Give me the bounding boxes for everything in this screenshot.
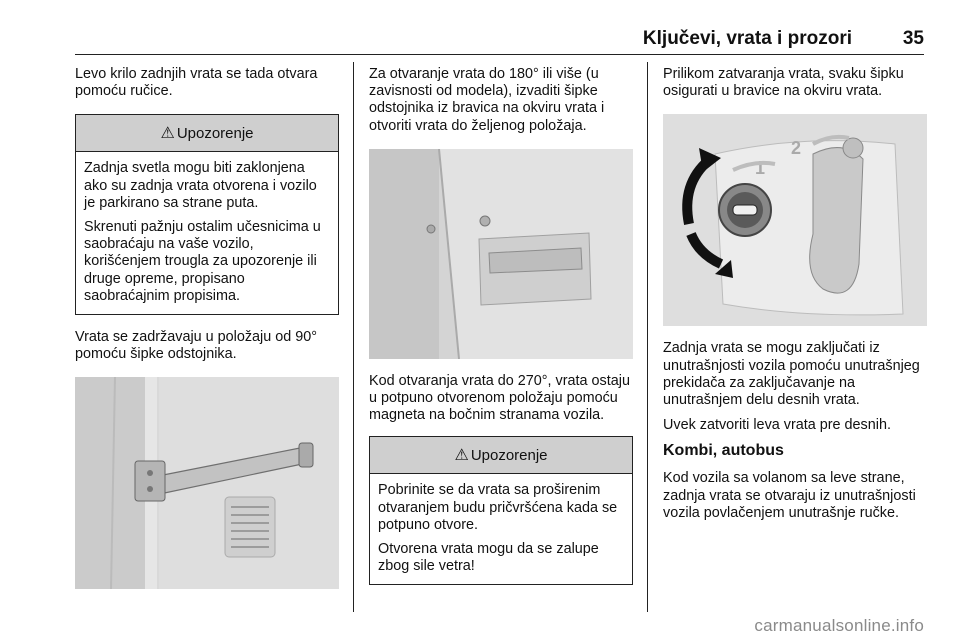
- header-title: Ključevi, vrata i prozori: [642, 28, 852, 49]
- warning-icon: ⚠: [160, 125, 175, 143]
- warning-box: [75, 114, 339, 315]
- warning-header: [76, 115, 338, 152]
- warning-paragraph: Zadnja svetla mogu biti zaklonjena ako su zadnja vrata otvorena i vozilo je parkirano sa strane puta.: [84, 160, 317, 211]
- paragraph: Vrata se zadržavaju u položaju od 90° pomoću šipke odstojnika.: [75, 329, 318, 363]
- warning-paragraph: Otvorena vrata mogu da se zalupe zbog sile vetra!: [378, 541, 599, 575]
- watermark: carmanualsonline.info: [754, 616, 924, 635]
- figure-label-1: 1: [755, 158, 766, 179]
- warning-body: [76, 152, 338, 314]
- door-lock-switch-illustration: [663, 114, 927, 326]
- paragraph: Zadnja vrata se mogu zaključati iz unutrašnjosti vozila pomoću unutrašnjeg prekidača za zaključavanje na unutrašnjem delu desnih vrata.: [663, 340, 920, 409]
- column-3: [663, 66, 927, 530]
- door-check-strap-illustration: [75, 377, 339, 589]
- section-heading: Kombi, autobus: [663, 442, 784, 460]
- paragraph: Kod otvaranja vrata do 270°, vrata ostaju u potpuno otvorenom položaju pomoću magneta na bočnim stranama vozila.: [369, 372, 630, 424]
- warning-header: [370, 437, 632, 474]
- warning-box: [369, 436, 633, 585]
- paragraph: Prilikom zatvaranja vrata, svaku šipku osigurati u bravice na okviru vrata.: [663, 66, 904, 100]
- warning-paragraph: Pobrinite se da vrata sa proširenim otvaranjem budu pričvršćena kada se potpuno otvore.: [378, 482, 618, 533]
- warning-paragraph: Skrenuti pažnju ostalim učesnicima u saobraćaju na vaše vozilo, korišćenjem trougla za upozorenje ili druge opreme, propisano saobraćajnim propisima.: [84, 219, 321, 304]
- header-rule: [75, 54, 924, 55]
- paragraph: Levo krilo zadnjih vrata se tada otvara pomoću ručice.: [75, 66, 318, 100]
- figure-label-2: 2: [791, 138, 802, 159]
- paragraph: Za otvaranje vrata do 180° ili više (u zavisnosti od modela), izvaditi šipke odstojnika iz bravica na okviru vrata i otvoriti vrata do željenog položaja.: [369, 66, 605, 134]
- warning-title: Upozorenje: [470, 446, 548, 464]
- paragraph: Uvek zatvoriti leva vrata pre desnih.: [663, 417, 891, 434]
- page-number: 35: [902, 28, 924, 49]
- door-open-illustration: [369, 149, 633, 359]
- column-2: [369, 66, 633, 599]
- door-check-strap-figure: [75, 377, 339, 589]
- column-1: [75, 66, 339, 603]
- warning-title: Upozorenje: [176, 124, 254, 142]
- column-divider: [353, 62, 354, 612]
- column-divider: [647, 62, 648, 612]
- door-lock-switch-figure: [663, 114, 927, 326]
- warning-body: [370, 474, 632, 584]
- paragraph: Kod vozila sa volanom sa leve strane, zadnja vrata se otvaraju iz unutrašnjosti vozila povlačenjem unutrašnje ručke.: [663, 470, 916, 521]
- warning-icon: ⚠: [454, 447, 469, 465]
- door-open-figure: [369, 149, 633, 359]
